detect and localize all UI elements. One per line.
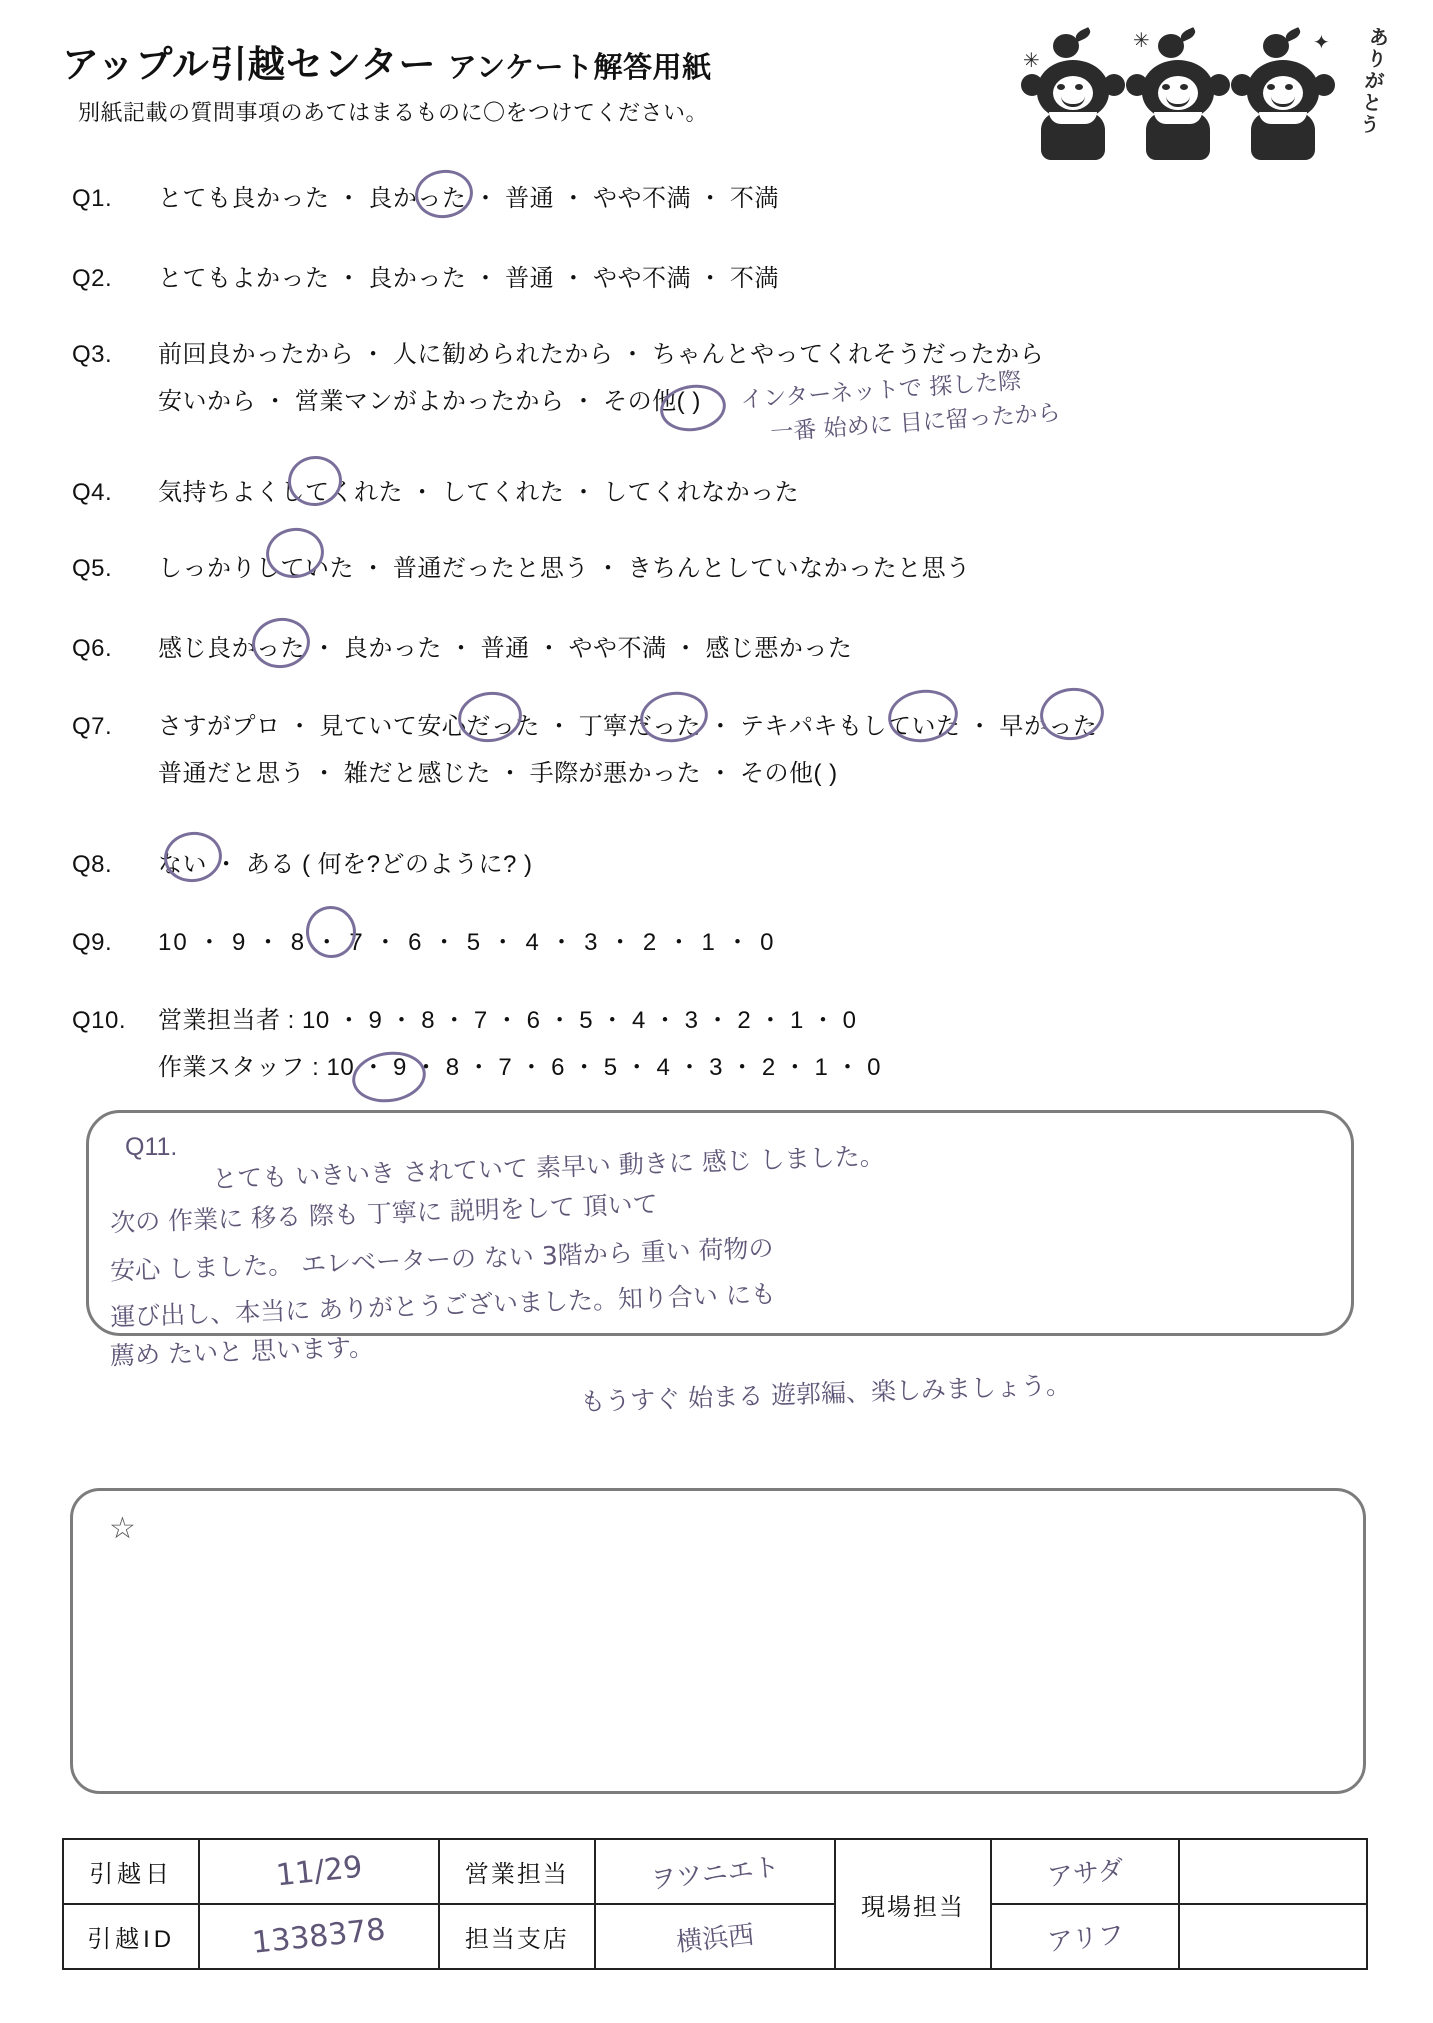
sparkle-icon: ✦ [1313, 32, 1330, 54]
cell-branch-label: 担当支店 [439, 1904, 596, 1969]
question-options-line2: 普通だと思う ・ 雑だと感じた ・ 手際が悪かった ・ その他( ) [158, 760, 838, 787]
page-title [62, 34, 712, 88]
sparkle-icon: ✳ [1133, 30, 1150, 52]
handwritten-site-staff-2: アリフ [1045, 1920, 1126, 1958]
question-options: 前回良かったから ・ 人に勧められたから ・ ちゃんとやってくれそうだったから [158, 341, 1045, 368]
question-options: 感じ良かった ・ 良かった ・ 普通 ・ やや不満 ・ 感じ悪かった [158, 635, 853, 662]
question-label: Q6. [72, 635, 113, 662]
handwritten-q3-other-line2: 一番 始めに 目に留ったから [769, 399, 1062, 447]
question-q2 [72, 258, 779, 293]
cell-site-staff-value-1 [991, 1839, 1179, 1904]
question-q5 [72, 548, 971, 583]
monkey-icon [1233, 60, 1333, 160]
question-label: Q2. [72, 265, 113, 292]
monkey-icon [1023, 60, 1123, 160]
question-options: しっかりしていた ・ 普通だったと思う ・ きちんとしていなかったと思う [158, 555, 971, 582]
question-label: Q8. [72, 851, 113, 878]
footer-table [62, 1838, 1368, 1970]
cell-empty-1 [1179, 1839, 1367, 1904]
table-row [63, 1839, 1367, 1904]
handwritten-q11-line-1: とても いきいき されていて 素早い 動きに 感じ しました。 [211, 1141, 886, 1194]
handwritten-site-staff-1: アサダ [1045, 1855, 1126, 1893]
cell-move-date-value [199, 1839, 438, 1904]
question-label: Q4. [72, 479, 113, 506]
question-label: Q7. [72, 713, 113, 740]
mascot-thanks-text: ありがとう [1355, 25, 1389, 137]
q11-label: Q11. [125, 1133, 178, 1161]
question-q1 [72, 178, 779, 213]
handwritten-sales-rep: ヲツニエト [649, 1852, 782, 1896]
question-q6 [72, 628, 852, 663]
question-options: 10 ・ 9 ・ 8 ・ 7 ・ 6 ・ 5 ・ 4 ・ 3 ・ 2 ・ 1 ・ 0 [158, 929, 776, 956]
handwritten-branch: 横浜西 [674, 1919, 756, 1958]
handwritten-move-id: 1338378 [250, 1912, 388, 1961]
question-label: Q10. [72, 1007, 127, 1034]
handwritten-move-date: 11/29 [274, 1849, 364, 1894]
question-label: Q1. [72, 185, 113, 212]
handwritten-q11-line-3: 安心 しました。 エレベーターの ない 3階から 重い 荷物の [109, 1233, 774, 1286]
cell-site-staff-label: 現場担当 [835, 1839, 992, 1969]
question-options: 営業担当者 : 10 ・ 9 ・ 8 ・ 7 ・ 6 ・ 5 ・ 4 ・ 3 ・ 2 ・ 1 ・ 0 [158, 1007, 857, 1034]
handwritten-q11-line-4: 運び出し、本当に ありがとうございました。知り合い にも [109, 1279, 777, 1332]
question-label: Q9. [72, 929, 113, 956]
question-q9 [72, 922, 776, 957]
cell-move-date-label: 引越日 [63, 1839, 199, 1904]
company-name: アップル引越センター [62, 44, 437, 85]
cell-sales-rep-label: 営業担当 [439, 1839, 596, 1904]
question-q4 [72, 472, 799, 507]
question-options-line2: 安いから ・ 営業マンがよかったから ・ その他( ) [158, 388, 701, 415]
handwritten-q3-other-line1: インターネットで 探した際 [739, 368, 1022, 414]
question-options: とてもよかった ・ 良かった ・ 普通 ・ やや不満 ・ 不満 [158, 265, 779, 292]
table-row [63, 1904, 1367, 1969]
monkey-icon [1128, 60, 1228, 160]
cell-move-id-label: 引越ID [63, 1904, 199, 1969]
handwritten-q11-line-6: もうすぐ 始まる 遊郭編、楽しみましょう。 [579, 1370, 1072, 1417]
handwritten-q11-line-2: 次の 作業に 移る 際も 丁寧に 説明をして 頂いて [109, 1189, 659, 1238]
question-q8 [72, 844, 533, 879]
question-options: とても良かった ・ 良かった ・ 普通 ・ やや不満 ・ 不満 [158, 185, 779, 212]
cell-site-staff-value-2 [991, 1904, 1179, 1969]
instruction-text: 別紙記載の質問事項のあてはまるものに〇をつけてください。 [78, 100, 709, 125]
question-options: さすがプロ ・ 見ていて安心だった ・ 丁寧だった ・ テキパキもしていた ・ 早かった [158, 713, 1098, 740]
form-name: アンケート解答用紙 [447, 52, 712, 84]
question-options: ない ・ ある ( 何を?どのように? ) [158, 851, 533, 878]
mascot-illustration [1013, 20, 1393, 160]
star-comment-box [70, 1488, 1366, 1794]
cell-branch-value [595, 1904, 834, 1969]
question-label: Q5. [72, 555, 113, 582]
cell-empty-2 [1179, 1904, 1367, 1969]
sparkle-icon: ✳ [1023, 50, 1040, 72]
cell-sales-rep-value [595, 1839, 834, 1904]
question-options-line2: 作業スタッフ : 10 ・ 9 ・ 8 ・ 7 ・ 6 ・ 5 ・ 4 ・ 3 ・ 2 ・ 1 ・ 0 [158, 1054, 882, 1081]
handwritten-q11-line-5: 薦め たいと 思います。 [109, 1332, 375, 1371]
cell-move-id-value [199, 1904, 438, 1969]
question-q10 [72, 1000, 881, 1082]
star-icon: ☆ [109, 1512, 136, 1545]
question-q7 [72, 706, 1097, 788]
question-label: Q3. [72, 341, 113, 368]
question-options: 気持ちよくしてくれた ・ してくれた ・ してくれなかった [158, 479, 800, 506]
